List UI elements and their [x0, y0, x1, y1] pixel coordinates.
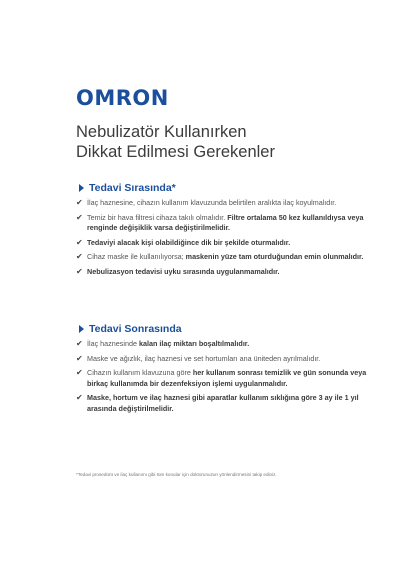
checkmark-icon: ✔	[76, 198, 83, 207]
checklist-item	[76, 213, 376, 234]
checklist-item	[76, 238, 376, 249]
item-text: Cihazın kullanım klavuzuna göre	[87, 368, 193, 377]
checklist-item	[76, 252, 376, 263]
checklist-item	[76, 368, 376, 389]
checkmark-icon: ✔	[76, 212, 83, 222]
section-after-treatment	[76, 323, 376, 418]
item-text: İlaç haznesinde	[87, 339, 139, 348]
item-text: Cihaz maske ile kullanılıyorsa;	[87, 252, 186, 261]
checklist-item	[76, 354, 376, 365]
emphasis-text: Nebulizasyon tedavisi uyku sırasında uygulanmamalıdır.	[87, 266, 280, 276]
checkmark-icon: ✔	[76, 266, 83, 276]
checkmark-icon: ✔	[76, 393, 83, 402]
checklist	[76, 198, 376, 277]
section-heading-text: Tedavi Sırasında*	[89, 182, 176, 194]
section-heading-text: Tedavi Sonrasında	[89, 323, 182, 335]
page-title	[76, 122, 366, 162]
checkmark-icon: ✔	[76, 339, 83, 348]
checklist	[76, 339, 376, 414]
section-heading	[79, 182, 376, 194]
emphasis-text: maskenin yüze tam oturduğundan emin olunmalıdır.	[185, 252, 364, 261]
emphasis-text: her kullanım sonrası temizlik ve gün sonunda veya birkaç kullanımda bir dezenfeksiyon işlemi uygulanmalıdır.	[87, 368, 367, 388]
section-during-treatment	[76, 182, 376, 281]
omron-logo: OMRON	[76, 86, 169, 110]
checklist-item	[76, 267, 376, 278]
page-title-line-2: Dikkat Edilmesi Gerekenler	[76, 143, 275, 161]
item-text: İlaç haznesine, cihazın kullanım klavuzunda belirtilen aralıkta ilaç koyulmalıdır.	[87, 198, 337, 207]
checkmark-icon: ✔	[76, 353, 83, 363]
checklist-item	[76, 198, 376, 209]
checklist-item	[76, 339, 376, 350]
item-text: Temiz bir hava filtresi cihaza takılı olmalıdır.	[87, 212, 228, 222]
triangle-bullet-icon	[79, 325, 84, 333]
footnote: *Tedavi prosedürü ve ilaç kullanımı gibi tüm konular için doktorunuzun yönlendirmesini takip ediniz.	[76, 472, 277, 477]
page-title-line-1: Nebulizatör Kullanırken	[76, 123, 247, 141]
emphasis-text: Maske, hortum ve ilaç haznesi gibi aparatlar kullanım sıklığına göre 3 ay ile 1 yıl arasında değiştirilmelidir.	[87, 393, 359, 413]
emphasis-text: Filtre ortalama 50 kez kullanıldıysa veya renginde değişiklik varsa değiştirilmelidir.	[87, 212, 364, 232]
checklist-item	[76, 393, 376, 414]
emphasis-text: Tedaviyi alacak kişi olabildiğince dik bir şekilde oturmalıdır.	[87, 237, 291, 247]
checkmark-icon: ✔	[76, 368, 83, 377]
section-heading	[79, 323, 376, 335]
emphasis-text: kalan ilaç miktarı boşaltılmalıdır.	[138, 339, 250, 348]
checkmark-icon: ✔	[76, 252, 83, 261]
item-text: Maske ve ağızlık, ilaç haznesi ve set hortumları ana üniteden ayrılmalıdır.	[87, 353, 321, 363]
checkmark-icon: ✔	[76, 237, 83, 247]
triangle-bullet-icon	[79, 184, 84, 192]
